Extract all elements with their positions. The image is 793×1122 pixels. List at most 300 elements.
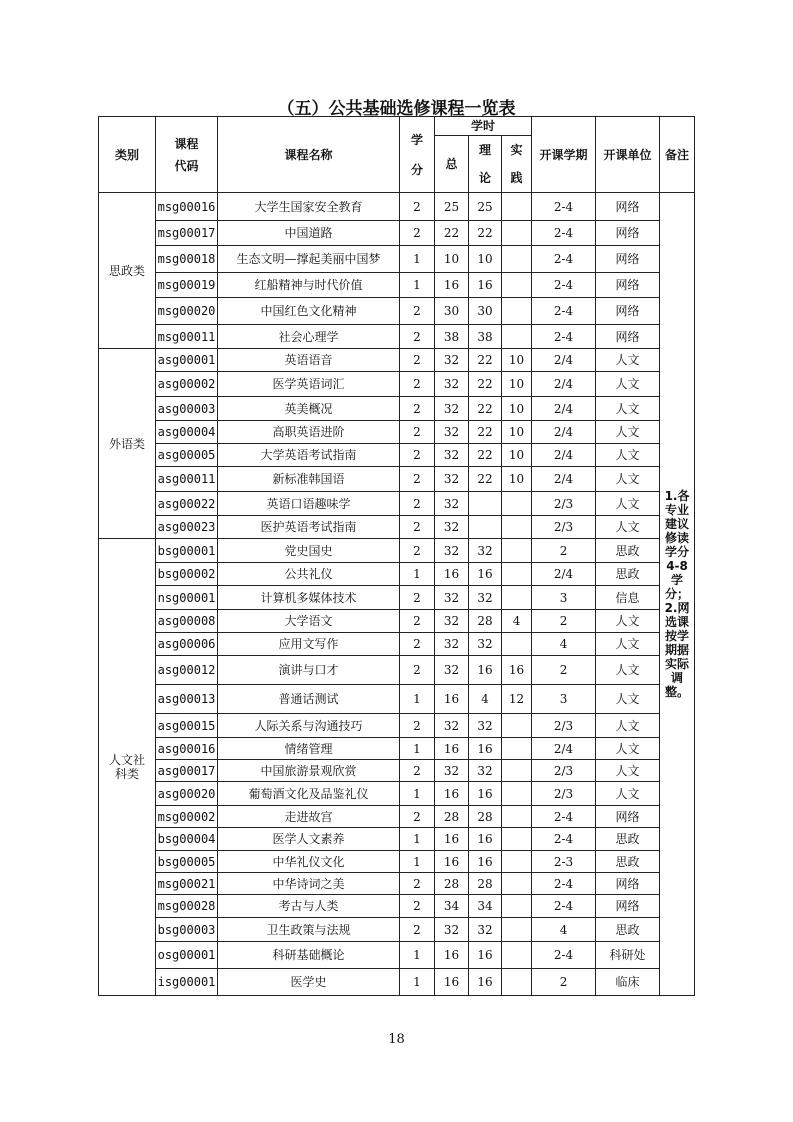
header-theory: 理论	[469, 136, 502, 193]
cell-unit: 思政	[596, 851, 660, 873]
cell-name: 中国旅游景观欣赏	[218, 760, 400, 782]
cell-semester: 3	[532, 685, 596, 714]
cell-theory: 16	[469, 942, 502, 969]
cell-total: 16	[435, 942, 469, 969]
cell-credit: 2	[400, 656, 435, 685]
cell-credit: 2	[400, 760, 435, 782]
cell-name: 公共礼仪	[218, 563, 400, 586]
cell-practice: 10	[502, 372, 532, 397]
cell-credit: 2	[400, 298, 435, 325]
cell-semester: 2-4	[532, 895, 596, 918]
cell-theory: 16	[469, 828, 502, 851]
cell-total: 32	[435, 444, 469, 467]
cell-theory: 22	[469, 372, 502, 397]
cell-practice	[502, 828, 532, 851]
cell-name: 大学生国家安全教育	[218, 193, 400, 221]
cell-code: osg00001	[156, 942, 218, 969]
cell-name: 红船精神与时代价值	[218, 273, 400, 298]
cell-total: 28	[435, 806, 469, 828]
cell-practice	[502, 492, 532, 516]
cell-credit: 2	[400, 918, 435, 942]
cell-credit: 1	[400, 685, 435, 714]
cell-practice	[502, 539, 532, 563]
header-note: 备注	[660, 117, 695, 193]
table-row	[99, 516, 695, 539]
cell-code: isg00001	[156, 969, 218, 996]
course-table-body	[99, 193, 695, 996]
table-row	[99, 806, 695, 828]
cell-credit: 1	[400, 738, 435, 760]
cell-unit: 网络	[596, 221, 660, 246]
cell-code: msg00028	[156, 895, 218, 918]
cell-code: asg00002	[156, 372, 218, 397]
table-row	[99, 492, 695, 516]
cell-name: 应用文写作	[218, 633, 400, 656]
cell-unit: 人文	[596, 782, 660, 806]
table-row	[99, 760, 695, 782]
cell-code: msg00002	[156, 806, 218, 828]
cell-unit: 信息	[596, 586, 660, 610]
cell-practice	[502, 633, 532, 656]
cell-theory: 22	[469, 221, 502, 246]
cell-total: 16	[435, 738, 469, 760]
cell-theory: 16	[469, 738, 502, 760]
cell-practice	[502, 273, 532, 298]
cell-credit: 1	[400, 969, 435, 996]
cell-semester: 2	[532, 610, 596, 633]
header-unit: 开课单位	[596, 117, 660, 193]
cell-unit: 人文	[596, 397, 660, 421]
table-row	[99, 539, 695, 563]
cell-code: asg00015	[156, 714, 218, 738]
cell-unit: 人文	[596, 738, 660, 760]
category-cell: 思政类	[99, 193, 156, 349]
cell-unit: 人文	[596, 656, 660, 685]
cell-name: 人际关系与沟通技巧	[218, 714, 400, 738]
cell-code: asg00017	[156, 760, 218, 782]
cell-theory	[469, 492, 502, 516]
cell-semester: 2-4	[532, 273, 596, 298]
table-row	[99, 873, 695, 895]
cell-theory: 16	[469, 782, 502, 806]
cell-credit: 2	[400, 397, 435, 421]
cell-practice	[502, 246, 532, 273]
cell-practice: 10	[502, 397, 532, 421]
cell-theory: 4	[469, 685, 502, 714]
cell-semester: 3	[532, 586, 596, 610]
cell-theory: 16	[469, 851, 502, 873]
cell-unit: 思政	[596, 563, 660, 586]
cell-total: 16	[435, 273, 469, 298]
course-table	[98, 116, 695, 996]
cell-name: 考古与人类	[218, 895, 400, 918]
cell-practice: 16	[502, 656, 532, 685]
table-row	[99, 193, 695, 221]
cell-theory: 32	[469, 760, 502, 782]
cell-credit: 2	[400, 444, 435, 467]
cell-practice	[502, 516, 532, 539]
cell-credit: 1	[400, 782, 435, 806]
cell-total: 32	[435, 397, 469, 421]
table-row	[99, 349, 695, 372]
table-row	[99, 397, 695, 421]
cell-code: asg00008	[156, 610, 218, 633]
cell-total: 16	[435, 685, 469, 714]
cell-unit: 网络	[596, 325, 660, 349]
cell-total: 32	[435, 516, 469, 539]
page-title: （五）公共基础选修课程一览表	[277, 99, 516, 119]
cell-total: 10	[435, 246, 469, 273]
cell-theory: 28	[469, 610, 502, 633]
cell-unit: 人文	[596, 610, 660, 633]
table-row	[99, 738, 695, 760]
cell-total: 32	[435, 760, 469, 782]
cell-unit: 网络	[596, 873, 660, 895]
cell-credit: 2	[400, 467, 435, 492]
header-practice: 实践	[502, 136, 532, 193]
cell-practice: 10	[502, 421, 532, 444]
cell-unit: 人文	[596, 372, 660, 397]
cell-practice: 12	[502, 685, 532, 714]
cell-name: 高职英语进阶	[218, 421, 400, 444]
cell-code: msg00011	[156, 325, 218, 349]
cell-code: asg00011	[156, 467, 218, 492]
cell-practice	[502, 895, 532, 918]
cell-practice	[502, 873, 532, 895]
cell-name: 医学史	[218, 969, 400, 996]
cell-name: 演讲与口才	[218, 656, 400, 685]
cell-name: 医学人文素养	[218, 828, 400, 851]
cell-code: asg00016	[156, 738, 218, 760]
cell-credit: 2	[400, 806, 435, 828]
cell-practice	[502, 586, 532, 610]
table-row	[99, 828, 695, 851]
table-row	[99, 563, 695, 586]
table-row	[99, 298, 695, 325]
cell-practice	[502, 806, 532, 828]
cell-practice	[502, 714, 532, 738]
cell-code: bsg00004	[156, 828, 218, 851]
cell-total: 32	[435, 349, 469, 372]
cell-theory: 22	[469, 421, 502, 444]
cell-code: msg00016	[156, 193, 218, 221]
header-credit: 学分	[400, 117, 435, 193]
cell-credit: 2	[400, 873, 435, 895]
cell-theory	[469, 516, 502, 539]
cell-total: 32	[435, 421, 469, 444]
cell-practice: 10	[502, 444, 532, 467]
header-code: 课程代码	[156, 117, 218, 193]
cell-name: 大学语文	[218, 610, 400, 633]
cell-code: asg00012	[156, 656, 218, 685]
cell-theory: 28	[469, 873, 502, 895]
cell-code: nsg00001	[156, 586, 218, 610]
cell-credit: 1	[400, 851, 435, 873]
cell-practice	[502, 325, 532, 349]
table-row	[99, 221, 695, 246]
cell-credit: 2	[400, 586, 435, 610]
table-row	[99, 444, 695, 467]
header-hours: 学时	[435, 117, 532, 136]
cell-total: 32	[435, 918, 469, 942]
cell-code: asg00022	[156, 492, 218, 516]
cell-name: 卫生政策与法规	[218, 918, 400, 942]
cell-credit: 1	[400, 563, 435, 586]
cell-theory: 30	[469, 298, 502, 325]
cell-practice	[502, 760, 532, 782]
cell-unit: 人文	[596, 714, 660, 738]
cell-total: 16	[435, 782, 469, 806]
cell-total: 32	[435, 610, 469, 633]
cell-credit: 2	[400, 221, 435, 246]
cell-theory: 32	[469, 633, 502, 656]
table-row	[99, 895, 695, 918]
cell-total: 34	[435, 895, 469, 918]
cell-name: 大学英语考试指南	[218, 444, 400, 467]
cell-code: asg00005	[156, 444, 218, 467]
cell-theory: 22	[469, 349, 502, 372]
cell-code: asg00001	[156, 349, 218, 372]
table-row	[99, 273, 695, 298]
cell-unit: 人文	[596, 760, 660, 782]
cell-practice	[502, 298, 532, 325]
cell-theory: 34	[469, 895, 502, 918]
cell-practice	[502, 918, 532, 942]
category-cell: 外语类	[99, 349, 156, 539]
cell-total: 32	[435, 656, 469, 685]
cell-name: 中国道路	[218, 221, 400, 246]
cell-code: asg00020	[156, 782, 218, 806]
cell-unit: 网络	[596, 895, 660, 918]
cell-name: 社会心理学	[218, 325, 400, 349]
cell-semester: 2-4	[532, 298, 596, 325]
header-total: 总	[435, 136, 469, 193]
cell-unit: 网络	[596, 246, 660, 273]
note-text: 1.各专业建议修读学分4-8学分；2.网选课按学期据实际调整。	[664, 489, 690, 699]
table-row	[99, 969, 695, 996]
cell-code: bsg00003	[156, 918, 218, 942]
cell-practice	[502, 221, 532, 246]
header-name: 课程名称	[218, 117, 400, 193]
cell-name: 科研基础概论	[218, 942, 400, 969]
cell-code: bsg00001	[156, 539, 218, 563]
cell-semester: 4	[532, 633, 596, 656]
cell-credit: 2	[400, 516, 435, 539]
cell-unit: 人文	[596, 516, 660, 539]
cell-name: 新标准韩国语	[218, 467, 400, 492]
cell-semester: 2-4	[532, 873, 596, 895]
cell-total: 28	[435, 873, 469, 895]
cell-theory: 32	[469, 918, 502, 942]
table-row	[99, 714, 695, 738]
cell-total: 16	[435, 851, 469, 873]
cell-unit: 思政	[596, 918, 660, 942]
cell-semester: 2-4	[532, 806, 596, 828]
cell-theory: 32	[469, 714, 502, 738]
table-row	[99, 610, 695, 633]
cell-code: msg00017	[156, 221, 218, 246]
cell-name: 生态文明—撑起美丽中国梦	[218, 246, 400, 273]
cell-semester: 2-4	[532, 325, 596, 349]
cell-unit: 人文	[596, 633, 660, 656]
cell-semester: 2	[532, 539, 596, 563]
cell-practice	[502, 563, 532, 586]
cell-theory: 22	[469, 467, 502, 492]
cell-practice	[502, 969, 532, 996]
cell-theory: 16	[469, 656, 502, 685]
cell-code: msg00019	[156, 273, 218, 298]
cell-unit: 人文	[596, 444, 660, 467]
cell-semester: 2/4	[532, 563, 596, 586]
cell-theory: 32	[469, 539, 502, 563]
table-row	[99, 586, 695, 610]
cell-theory: 38	[469, 325, 502, 349]
table-row	[99, 372, 695, 397]
cell-total: 32	[435, 714, 469, 738]
table-row	[99, 325, 695, 349]
table-row	[99, 685, 695, 714]
cell-total: 32	[435, 633, 469, 656]
table-row	[99, 918, 695, 942]
cell-semester: 2/3	[532, 516, 596, 539]
cell-semester: 2	[532, 969, 596, 996]
cell-credit: 2	[400, 349, 435, 372]
table-row	[99, 421, 695, 444]
cell-practice: 10	[502, 467, 532, 492]
cell-credit: 1	[400, 828, 435, 851]
cell-semester: 2/4	[532, 349, 596, 372]
cell-total: 16	[435, 969, 469, 996]
cell-semester: 2-4	[532, 193, 596, 221]
cell-credit: 2	[400, 421, 435, 444]
cell-semester: 2/3	[532, 714, 596, 738]
cell-code: msg00018	[156, 246, 218, 273]
cell-theory: 25	[469, 193, 502, 221]
cell-credit: 1	[400, 942, 435, 969]
cell-code: asg00003	[156, 397, 218, 421]
cell-total: 16	[435, 828, 469, 851]
cell-name: 英美概况	[218, 397, 400, 421]
cell-practice: 10	[502, 349, 532, 372]
cell-unit: 人文	[596, 421, 660, 444]
cell-theory: 16	[469, 969, 502, 996]
cell-code: asg00023	[156, 516, 218, 539]
table-row	[99, 633, 695, 656]
cell-semester: 2/4	[532, 397, 596, 421]
cell-total: 38	[435, 325, 469, 349]
cell-code: msg00020	[156, 298, 218, 325]
cell-unit: 网络	[596, 298, 660, 325]
cell-total: 32	[435, 539, 469, 563]
cell-unit: 网络	[596, 273, 660, 298]
cell-code: bsg00005	[156, 851, 218, 873]
cell-practice	[502, 782, 532, 806]
cell-practice	[502, 193, 532, 221]
page-number: 18	[388, 1032, 405, 1047]
cell-theory: 16	[469, 563, 502, 586]
cell-name: 情绪管理	[218, 738, 400, 760]
cell-name: 中华诗词之美	[218, 873, 400, 895]
cell-semester: 2/4	[532, 372, 596, 397]
header-category: 类别	[99, 117, 156, 193]
table-row	[99, 942, 695, 969]
cell-credit: 2	[400, 539, 435, 563]
cell-code: msg00021	[156, 873, 218, 895]
cell-name: 计算机多媒体技术	[218, 586, 400, 610]
cell-theory: 22	[469, 397, 502, 421]
cell-semester: 2/3	[532, 760, 596, 782]
table-row	[99, 782, 695, 806]
cell-credit: 2	[400, 714, 435, 738]
cell-total: 32	[435, 467, 469, 492]
cell-semester: 2/3	[532, 782, 596, 806]
cell-semester: 2/4	[532, 467, 596, 492]
cell-total: 30	[435, 298, 469, 325]
cell-credit: 2	[400, 372, 435, 397]
cell-credit: 2	[400, 193, 435, 221]
cell-credit: 2	[400, 895, 435, 918]
cell-semester: 2-4	[532, 828, 596, 851]
table-row	[99, 851, 695, 873]
cell-total: 32	[435, 492, 469, 516]
cell-name: 中华礼仪文化	[218, 851, 400, 873]
table-row	[99, 467, 695, 492]
cell-name: 葡萄酒文化及品鉴礼仪	[218, 782, 400, 806]
cell-name: 中国红色文化精神	[218, 298, 400, 325]
cell-total: 32	[435, 372, 469, 397]
cell-theory: 10	[469, 246, 502, 273]
cell-semester: 2-4	[532, 942, 596, 969]
cell-name: 英语语音	[218, 349, 400, 372]
cell-theory: 28	[469, 806, 502, 828]
cell-total: 32	[435, 586, 469, 610]
cell-unit: 网络	[596, 193, 660, 221]
cell-name: 普通话测试	[218, 685, 400, 714]
cell-unit: 人文	[596, 349, 660, 372]
cell-semester: 2-4	[532, 221, 596, 246]
cell-code: bsg00002	[156, 563, 218, 586]
cell-code: asg00006	[156, 633, 218, 656]
cell-semester: 2-3	[532, 851, 596, 873]
table-row	[99, 246, 695, 273]
cell-practice: 4	[502, 610, 532, 633]
cell-theory: 32	[469, 586, 502, 610]
cell-credit: 2	[400, 492, 435, 516]
cell-code: asg00004	[156, 421, 218, 444]
cell-name: 医学英语词汇	[218, 372, 400, 397]
cell-unit: 人文	[596, 492, 660, 516]
cell-practice	[502, 851, 532, 873]
cell-total: 22	[435, 221, 469, 246]
cell-name: 英语口语趣味学	[218, 492, 400, 516]
cell-credit: 1	[400, 273, 435, 298]
cell-unit: 人文	[596, 467, 660, 492]
cell-practice	[502, 738, 532, 760]
cell-name: 党史国史	[218, 539, 400, 563]
cell-name: 走进故宫	[218, 806, 400, 828]
cell-credit: 2	[400, 325, 435, 349]
cell-credit: 2	[400, 610, 435, 633]
cell-name: 医护英语考试指南	[218, 516, 400, 539]
cell-unit: 临床	[596, 969, 660, 996]
cell-practice	[502, 942, 532, 969]
cell-semester: 2/4	[532, 738, 596, 760]
cell-code: asg00013	[156, 685, 218, 714]
cell-unit: 科研处	[596, 942, 660, 969]
cell-semester: 2-4	[532, 246, 596, 273]
category-cell: 人文社科类	[99, 539, 156, 996]
cell-total: 16	[435, 563, 469, 586]
